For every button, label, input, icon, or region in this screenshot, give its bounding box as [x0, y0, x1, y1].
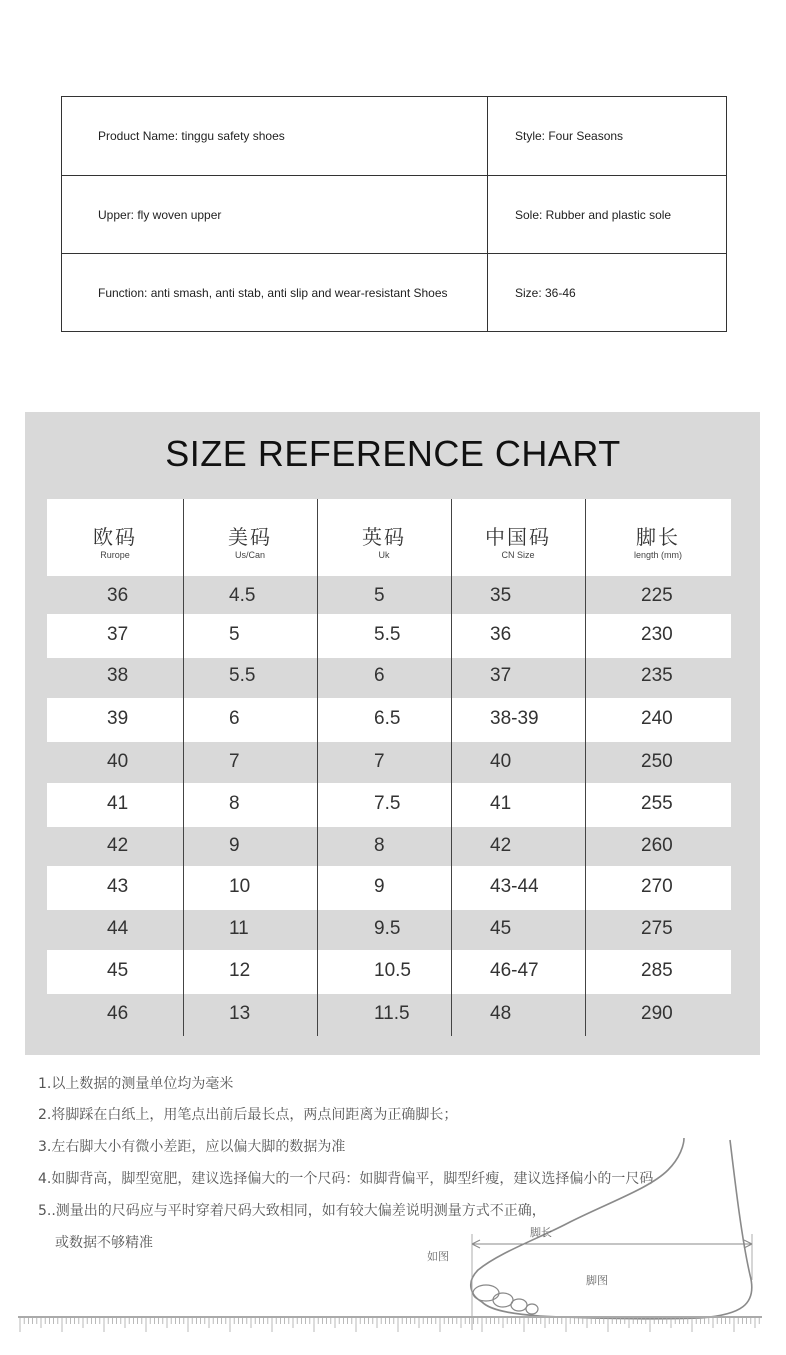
size-cell: 12 — [229, 960, 251, 981]
foot-length-label: 脚长 — [530, 1226, 552, 1239]
info-row — [62, 176, 726, 254]
size-cell: 230 — [641, 624, 673, 645]
size-cell: 255 — [641, 793, 673, 814]
size-cell: 7 — [374, 751, 385, 772]
size-cell: 38-39 — [490, 708, 539, 729]
header-cell — [451, 499, 585, 576]
info-row — [62, 254, 726, 331]
size-cell: 11 — [229, 918, 249, 939]
sole: Sole: Rubber and plastic sole — [515, 207, 672, 222]
size-cell: 36 — [490, 624, 512, 645]
size-cell: 5.5 — [229, 665, 256, 686]
size-cell: 260 — [641, 835, 673, 856]
size-cell: 6.5 — [374, 708, 401, 729]
size-cell: 41 — [490, 793, 512, 814]
size-cell: 235 — [641, 665, 673, 686]
size-cell: 43 — [107, 876, 129, 897]
header-en: Rurope — [100, 550, 130, 560]
size-cell: 13 — [229, 1003, 251, 1024]
header-cell — [183, 499, 317, 576]
chart-title: SIZE REFERENCE CHART — [165, 433, 621, 474]
example-label: 如图 — [427, 1250, 449, 1263]
header-cell — [317, 499, 451, 576]
column-separator — [451, 499, 452, 1036]
size-cell: 240 — [641, 708, 673, 729]
toe-shape — [473, 1285, 499, 1301]
size-cell: 38 — [107, 665, 129, 686]
toe-shape — [493, 1293, 513, 1307]
product-name: Product Name: tinggu safety shoes — [98, 129, 285, 143]
function: Function: anti smash, anti stab, anti slip and wear-resistant Shoes — [98, 285, 448, 300]
header-cn: 欧码 — [93, 525, 137, 549]
size-cell: 10 — [229, 876, 251, 897]
size-cell: 6 — [229, 708, 240, 729]
column-separator — [585, 499, 586, 1036]
size-cell: 4.5 — [229, 585, 256, 606]
style: Style: Four Seasons — [515, 129, 624, 143]
size-cell: 7.5 — [374, 793, 401, 814]
toe-shape — [511, 1299, 527, 1311]
size-cell: 9 — [229, 835, 240, 856]
foot-outline — [471, 1138, 752, 1319]
product-info-table — [61, 96, 727, 332]
size-table — [47, 499, 731, 1036]
header-cell — [47, 499, 183, 576]
size-cell: 290 — [641, 1003, 673, 1024]
size-cell: 9 — [374, 876, 385, 897]
header-en: CN Size — [501, 550, 535, 560]
toe-shape — [526, 1304, 538, 1314]
note-line: 或数据不够精准 — [55, 1235, 153, 1251]
header-cn: 脚长 — [636, 525, 680, 549]
size-cell: 37 — [490, 665, 512, 686]
foot-label: 脚图 — [586, 1274, 608, 1287]
size-cell: 7 — [229, 751, 240, 772]
size-cell: 10.5 — [374, 960, 411, 981]
size-cell: 36 — [107, 585, 129, 606]
size-cell: 45 — [490, 918, 512, 939]
size-cell: 8 — [374, 835, 385, 856]
note-line: 3.左右脚大小有微小差距，应以偏大脚的数据为准 — [38, 1139, 346, 1155]
size-cell: 11.5 — [374, 1003, 410, 1024]
note-line: 5..测量出的尺码应与平时穿着尺码大致相同，如有较大偏差说明测量方式不正确， — [38, 1203, 546, 1219]
column-separator — [183, 499, 184, 1036]
note-line: 1.以上数据的测量单位均为毫米 — [38, 1076, 234, 1092]
ruler-edge — [18, 1316, 762, 1318]
size-cell: 42 — [107, 835, 129, 856]
size-range: Size: 36-46 — [515, 285, 576, 300]
size-cell: 275 — [641, 918, 673, 939]
size-cell: 43-44 — [490, 876, 539, 897]
size-cell: 5 — [374, 585, 385, 606]
note-line: 4.如脚背高，脚型宽肥，建议选择偏大的一个尺码：如脚背偏平，脚型纤瘦，建议选择偏小的一尺码 — [38, 1171, 654, 1187]
upper: Upper: fly woven upper — [98, 207, 222, 222]
foot-measurement-diagram — [0, 1130, 786, 1355]
header-cn: 美码 — [228, 525, 272, 549]
header-cn: 中国码 — [485, 525, 551, 549]
header-en: Uk — [378, 550, 390, 560]
size-cell: 42 — [490, 835, 512, 856]
size-cell: 44 — [107, 918, 129, 939]
size-cell: 250 — [641, 751, 673, 772]
size-cell: 8 — [229, 793, 240, 814]
size-cell: 270 — [641, 876, 673, 897]
size-cell: 41 — [107, 793, 129, 814]
size-cell: 40 — [490, 751, 512, 772]
size-cell: 45 — [107, 960, 129, 981]
size-cell: 37 — [107, 624, 129, 645]
size-cell: 46-47 — [490, 960, 539, 981]
size-cell: 40 — [107, 751, 129, 772]
note-line: 2.将脚踩在白纸上，用笔点出前后最长点，两点间距离为正确脚长； — [38, 1107, 458, 1123]
size-cell: 39 — [107, 708, 129, 729]
row-band — [47, 866, 731, 910]
info-row — [62, 97, 726, 176]
size-cell: 9.5 — [374, 918, 401, 939]
size-cell: 5 — [229, 624, 240, 645]
size-cell: 35 — [490, 585, 512, 606]
size-cell: 5.5 — [374, 624, 401, 645]
header-cn: 英码 — [362, 525, 406, 549]
size-cell: 48 — [490, 1003, 512, 1024]
column-separator — [317, 499, 318, 1036]
header-en: Us/Can — [234, 550, 265, 560]
size-cell: 6 — [374, 665, 385, 686]
size-cell: 225 — [641, 585, 673, 606]
header-en: length (mm) — [633, 550, 682, 560]
size-cell: 46 — [107, 1003, 129, 1024]
header-cell — [585, 499, 731, 576]
size-cell: 285 — [641, 960, 673, 981]
